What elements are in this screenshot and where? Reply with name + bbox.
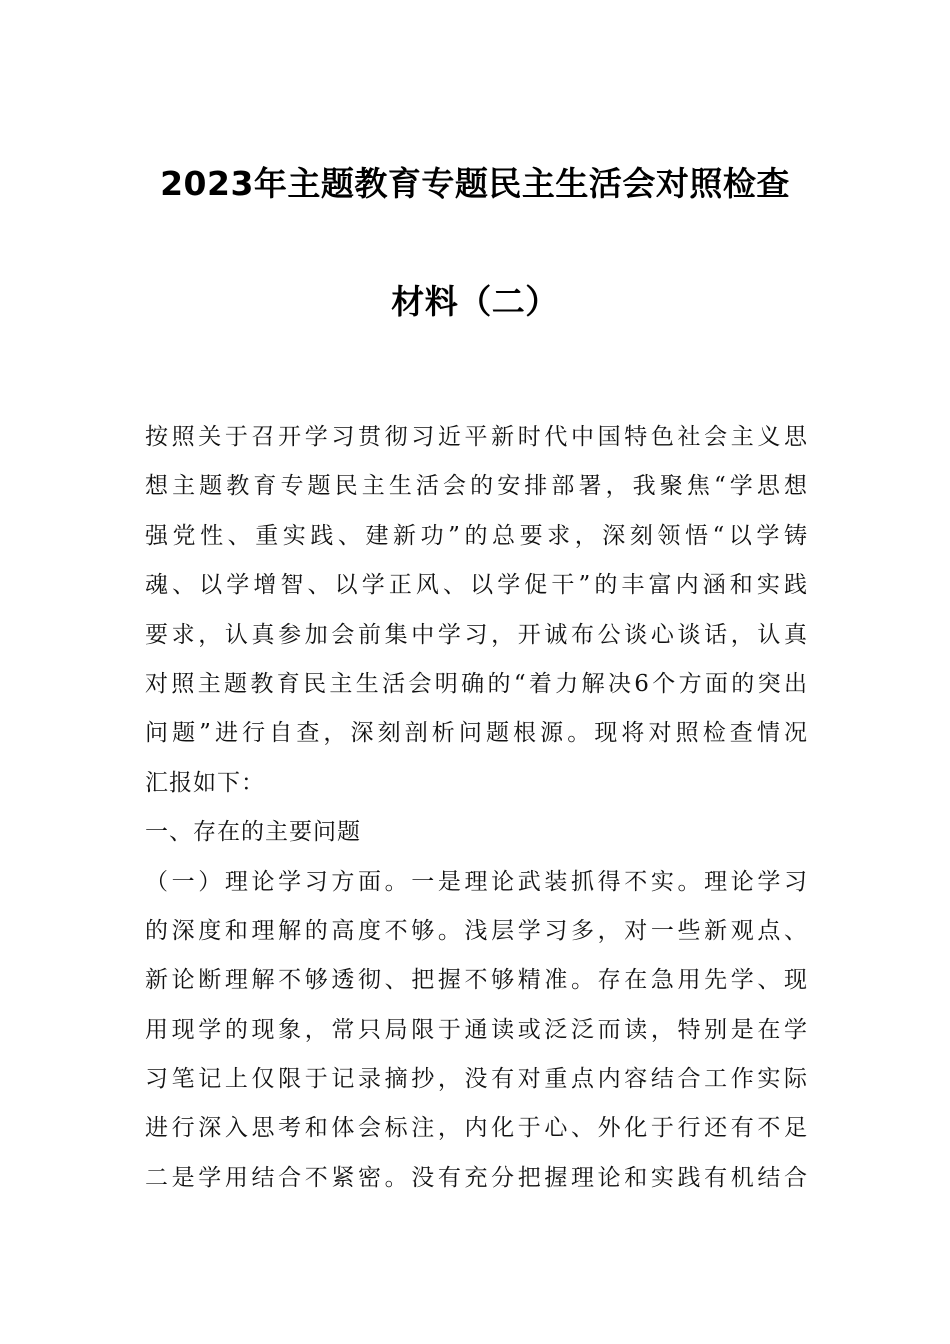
body-line: 进行深入思考和体会标注，内化于心、外化于行还有不足 xyxy=(145,1115,807,1142)
body-line: 问题”进行自查，深刻剖析问题根源。现将对照检查情况 xyxy=(145,720,807,747)
document-body xyxy=(145,413,807,1203)
document-title-line-2: 材料（二） xyxy=(391,282,559,321)
body-line: 新论断理解不够透彻、把握不够精准。存在急用先学、现 xyxy=(145,967,807,994)
body-line: 按照关于召开学习贯彻习近平新时代中国特色社会主义思 xyxy=(145,424,807,450)
section-heading: 一、存在的主要问题 xyxy=(145,819,361,846)
body-line: （一）理论学习方面。一是理论武装抓得不实。理论学习 xyxy=(145,868,807,895)
body-line: 强党性、重实践、建新功”的总要求，深刻领悟“以学铸 xyxy=(145,522,807,549)
body-line: 习笔记上仅限于记录摘抄，没有对重点内容结合工作实际 xyxy=(145,1066,807,1093)
body-line: 用现学的现象，常只局限于通读或泛泛而读，特别是在学 xyxy=(145,1016,807,1043)
body-line: 对照主题教育民主生活会明确的“着力解决6个方面的突出 xyxy=(145,670,807,697)
body-line: 汇报如下： xyxy=(145,769,265,796)
body-line: 想主题教育专题民主生活会的安排部署，我聚焦“学思想 xyxy=(145,473,807,500)
body-line: 二是学用结合不紧密。没有充分把握理论和实践有机结合 xyxy=(145,1164,807,1191)
document-title-line-1: 2023年主题教育专题民主生活会对照检查 xyxy=(160,164,790,203)
body-line: 魂、以学增智、以学正风、以学促干”的丰富内涵和实践 xyxy=(145,572,807,599)
body-line: 要求，认真参加会前集中学习，开诚布公谈心谈话，认真 xyxy=(145,621,807,648)
body-line: 的深度和理解的高度不够。浅层学习多，对一些新观点、 xyxy=(145,917,807,944)
